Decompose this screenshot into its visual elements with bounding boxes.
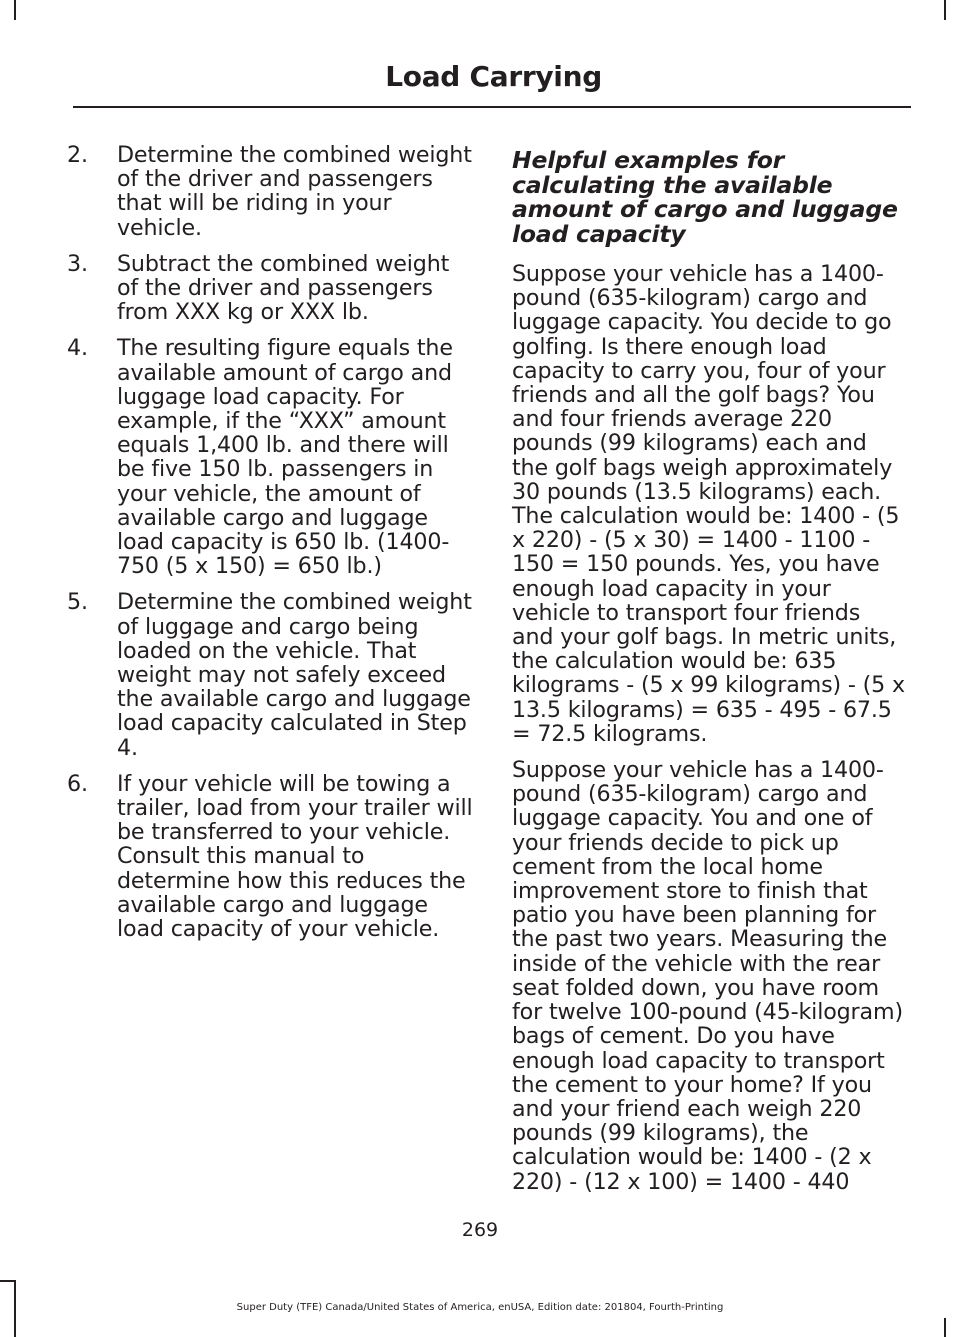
page-number: 269: [461, 1219, 499, 1241]
page-header-title: Load Carrying: [385, 60, 602, 93]
crop-mark: [944, 0, 946, 20]
list-item: [65, 143, 475, 240]
crop-mark: [14, 0, 16, 20]
footer-edition-text: Super Duty (TFE) Canada/United States of America, enUSA, Edition date: 201804, Fourth-Printing: [236, 1302, 724, 1313]
body-paragraph: Suppose your vehicle has a 1400-pound (635-kilogram) cargo and luggage capacity. You decide to go golfing. Is there enough load capacity to carry you, four of your friends and all the golf bags? You and four friends average 220 pounds (99 kilograms) each and the golf bags weigh approximately 30 pounds (13.5 kilograms) each. The calculation would be: 1400 - (5 x 220) - (5 x 30) = 1400 - 1100 - 150 = 150 pounds. Yes, you have enough load capacity in your vehicle to transport four friends and your golf bags. In metric units, the calculation would be: 635 kilograms - (5 x 99 kilograms) - (5 x 13.5 kilograms) = 635 - 495 - 67.5 = 72.5 kilograms.: [512, 261, 906, 747]
steps-list: [65, 143, 475, 941]
list-item: [65, 590, 475, 759]
step-number: 3.: [67, 250, 88, 277]
step-text: Determine the combined weight of luggage and cargo being loaded on the vehicle. That weight may not safely exceed the available cargo and luggage load capacity calculated in Step 4.: [117, 589, 472, 761]
step-number: 2.: [67, 142, 88, 168]
list-item: [65, 252, 475, 325]
step-number: 5.: [67, 589, 88, 616]
step-text: If your vehicle will be towing a trailer, load from your trailer will be transferred to your vehicle. Consult this manual to determine how this reduces the available cargo and luggage load capacity of your vehicle.: [117, 770, 473, 943]
right-column: [512, 148, 907, 1206]
step-number: 6.: [67, 770, 88, 797]
step-number: 4.: [67, 335, 88, 362]
body-paragraph: Suppose your vehicle has a 1400-pound (635-kilogram) cargo and luggage capacity. You and one of your friends decide to pick up cement from the local home improvement store to finish that patio you have been planning for the past two years. Measuring the inside of the vehicle with the rear seat folded down, you have room for twelve 100-pound (45-kilogram) bags of cement. Do you have enough load capacity to transport the cement to your home? If you and your friend each weigh 220 pounds (99 kilograms), the calculation would be: 1400 - (2 x 220) - (12 x 100) = 1400 - 440: [512, 757, 903, 1195]
step-text: Determine the combined weight of the driver and passengers that will be riding in your vehicle.: [117, 142, 472, 241]
step-text: Subtract the combined weight of the driver and passengers from XXX kg or XXX lb.: [117, 250, 450, 326]
list-item: [65, 336, 475, 578]
list-item: [65, 772, 475, 941]
step-text: The resulting figure equals the available amount of cargo and luggage load capacity. For example, if the “XXX” amount equals 1,400 lb. and there will be five 150 lb. passengers in your vehicle, the amount of available cargo and luggage load capacity is 650 lb. (1400-750 (5 x 150) = 650 lb.): [117, 335, 453, 580]
crop-mark: [944, 1318, 946, 1337]
section-heading: Helpful examples for calculating the available amount of cargo and luggage load capacity: [512, 146, 898, 248]
header-rule: [73, 106, 911, 108]
crop-mark: [0, 1280, 16, 1282]
left-column: [65, 143, 475, 953]
